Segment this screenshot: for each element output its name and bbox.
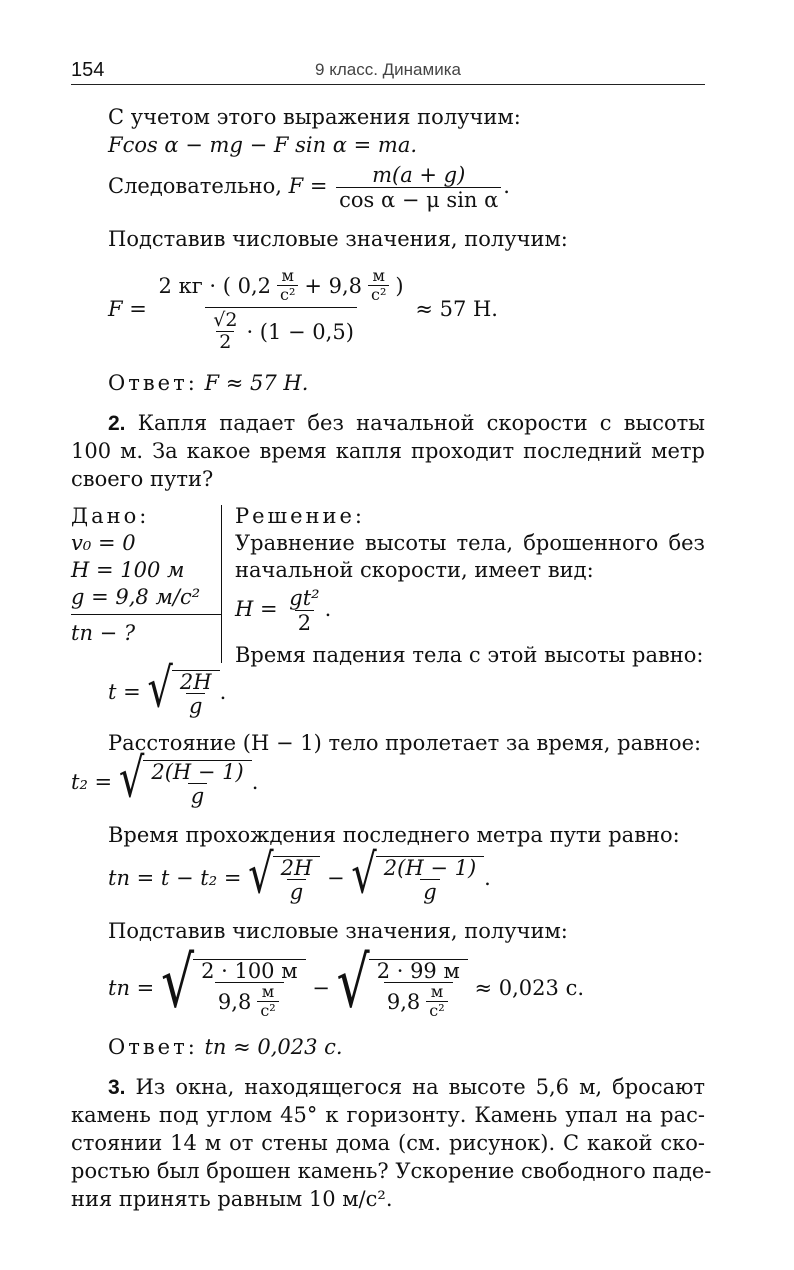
text-line: Подставив числовые значения, получим:	[108, 227, 568, 251]
text-prefix: Следовательно,	[108, 174, 282, 198]
fraction: $\frac{\text{gt²}}{2}$	[289, 586, 320, 635]
answer-label: Ответ:	[108, 371, 198, 395]
result: ≈ 0,023 с.	[474, 976, 585, 1000]
given-divider	[71, 614, 221, 615]
answer-value: F ≈ 57 Н.	[204, 371, 309, 395]
square-root: √ $\frac{2(H - 1)}{g}$	[119, 760, 252, 807]
running-head: 9 класс. Динамика	[315, 60, 461, 79]
equation-force-formula: Следовательно, F = $\frac{m(a + g)}{\text{cos α − μ sin α}}$ .	[108, 163, 510, 212]
unit-fraction: $\frac{м}{\text{с²}}$	[277, 268, 298, 304]
text-line: Подставив числовые значения, получим:	[108, 919, 568, 943]
find-value: tп − ?	[71, 621, 136, 645]
problem-number: 3.	[108, 1076, 126, 1099]
square-root: √ 2 · 99 м 9,8 $\frac{м}{\text{с²}}$	[337, 959, 468, 1020]
unit-fraction: $\frac{м}{\text{с²}}$	[368, 268, 389, 304]
result: ≈ 57 Н.	[415, 297, 498, 321]
given-v0: v₀ = 0	[71, 531, 136, 555]
denominator: cos α − μ sin α	[336, 187, 501, 211]
solution-line-2: начальной скорости, имеет вид:	[235, 558, 594, 582]
sqrt-fraction: $\frac{√2}{2}$	[213, 308, 238, 353]
solution-label: Решение:	[235, 504, 366, 528]
square-root: √ $\frac{2H}{g}$	[147, 670, 219, 717]
problem-2-line-1: 2. Капля падает без начальной скорости с высоты	[108, 411, 705, 435]
problem-2-line-3: своего пути?	[71, 467, 214, 491]
equation-time: t = √ $\frac{2H}{g}$ .	[108, 657, 227, 720]
equation-tp: tп = t − t₂ = √ $\frac{2H}{g}$ − √ $\frac{2(H - 1)}{g}$ .	[108, 843, 491, 906]
text-line: С учетом этого выражения получим:	[108, 105, 521, 129]
answer-2	[108, 1034, 343, 1060]
problem-3-line-5: ния принять равным 10 м/с².	[71, 1187, 393, 1211]
equation-t2: t₂ = √ $\frac{2(H - 1)}{g}$ .	[71, 747, 259, 810]
problem-2-line-2: 100 м. За какое время капля проходит последний метр	[71, 439, 705, 463]
problem-number: 2.	[108, 412, 126, 435]
fraction: 2 кг · ( 0,2 $\frac{м}{\text{с²}}$ + 9,8 $\frac{м}{\text{с²}}$ ) $\frac{√2}{2}$ · (1 − 0,5)	[158, 266, 404, 353]
text-line: Время прохождения последнего метра пути равно:	[108, 823, 680, 847]
square-root: √ 2 · 100 м 9,8 $\frac{м}{\text{с²}}$	[161, 959, 306, 1020]
fraction: $\frac{2H}{g}$	[179, 669, 212, 718]
formula-lhs: F =	[288, 174, 328, 198]
square-root: √ $\frac{2(H - 1)}{g}$	[351, 856, 484, 903]
given-solution-divider	[221, 505, 222, 663]
formula-lhs: F =	[108, 297, 147, 321]
problem-3-line-2: камень под углом 45° к горизонту. Камень упал на рас-	[71, 1103, 705, 1127]
numerator: m(a + g)	[372, 163, 466, 188]
equation-tp-calculation: tп = √ 2 · 100 м 9,8 $\frac{м}{\text{с²}}$ − √ 2 · 99 м 9,8 $\frac{м}{\text{с²}}$ ≈ 0,023 с.	[108, 943, 585, 1025]
equation-force-balance: Fcos α − mg − F sin α = ma.	[108, 133, 418, 157]
answer-label: Ответ:	[108, 1035, 198, 1059]
text-line: Расстояние (H − 1) тело пролетает за время, равное:	[108, 731, 702, 755]
given-label: Дано:	[71, 504, 150, 528]
page-number: 154	[71, 59, 105, 81]
answer-value: tп ≈ 0,023 с.	[204, 1035, 343, 1059]
solution-line-1: Уравнение высоты тела, брошенного без	[235, 531, 705, 555]
fraction	[336, 164, 501, 210]
equation-force-calculation	[108, 254, 498, 364]
given-height: H = 100 м	[71, 558, 185, 582]
answer-1	[108, 370, 308, 396]
problem-3-line-1: 3. Из окна, находящегося на высоте 5,6 м, бросают	[108, 1075, 706, 1099]
given-gravity: g = 9,8 м/с²	[71, 585, 201, 609]
page-header	[71, 58, 705, 85]
square-root: √ $\frac{2H}{g}$	[248, 856, 320, 903]
problem-3-line-4: ростью был брошен камень? Ускорение свободного паде-	[71, 1159, 712, 1183]
problem-3-line-3: стоянии 14 м от стены дома (см. рисунок). С какой ско-	[71, 1131, 705, 1155]
equation-height: H = $\frac{\text{gt²}}{2}$ .	[235, 586, 332, 635]
solution-line-3: Время падения тела с этой высоты равно:	[235, 643, 704, 667]
fraction: $\frac{2(H - 1)}{g}$	[151, 759, 244, 808]
